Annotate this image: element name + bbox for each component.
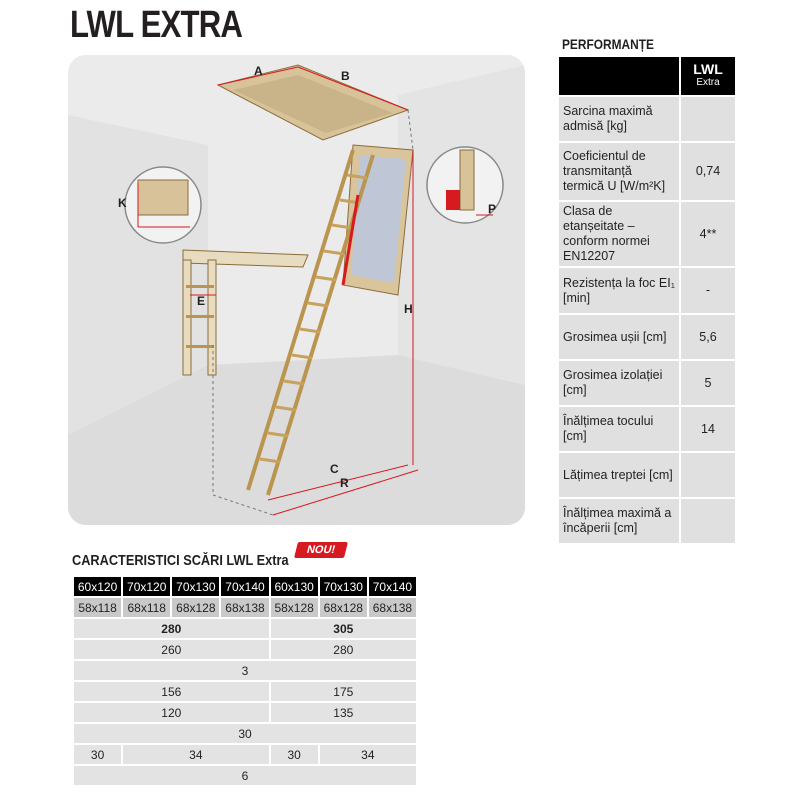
table-row: Înălțimea maximă a încăperii [cm] — [559, 499, 735, 543]
label-h: H — [404, 302, 413, 316]
table-row: 120 135 — [74, 703, 416, 722]
table-row: Grosimea izolației [cm] 5 — [559, 361, 735, 405]
table-row: Lățimea treptei [cm] — [559, 453, 735, 497]
label-e: E — [197, 294, 206, 308]
ladder-illustration — [68, 55, 525, 525]
characteristics-heading: CARACTERISTICI SCĂRI LWL Extra — [72, 552, 289, 569]
performance-table — [559, 55, 735, 545]
new-badge: NOU! — [294, 542, 348, 558]
table-row: 156 175 — [74, 682, 416, 701]
column-subtitle: Extra — [696, 77, 720, 88]
table-row: 6 — [74, 766, 416, 785]
page-title: LWL EXTRA — [70, 4, 243, 46]
table-row: Înălțimea tocului [cm] 14 — [559, 407, 735, 451]
ladder-drawing — [68, 55, 525, 525]
table-row: 260 280 — [74, 640, 416, 659]
table-row: Coeficientul de transmitanță termică U [W/m²K] 0,74 — [559, 143, 735, 200]
column-title: LWL — [693, 61, 723, 77]
table-row: 280 305 — [74, 619, 416, 638]
label-b: B — [341, 69, 350, 83]
sizes-row: 60x120 70x120 70x130 70x140 60x130 70x130 70x140 — [74, 577, 416, 596]
performance-heading: PERFORMANȚE — [562, 36, 654, 52]
table-row: Grosimea ușii [cm] 5,6 — [559, 315, 735, 359]
characteristics-table — [72, 575, 418, 787]
label-a: A — [254, 64, 263, 78]
label-p: P — [488, 202, 497, 216]
openings-row: 58x118 68x118 68x128 68x138 58x128 68x128 68x138 — [74, 598, 416, 617]
table-row: 30 — [74, 724, 416, 743]
label-r: R — [340, 476, 349, 490]
table-row: Rezistența la foc EI₁ [min] - — [559, 268, 735, 313]
table-row: 30 34 30 34 — [74, 745, 416, 764]
label-k: K — [118, 196, 127, 210]
label-c: C — [330, 462, 339, 476]
performance-header-row — [559, 57, 735, 95]
table-row: 3 — [74, 661, 416, 680]
table-row: Sarcina maximă admisă [kg] — [559, 97, 735, 141]
table-row: Clasa de etanșeitate – conform normei EN12207 4** — [559, 202, 735, 266]
